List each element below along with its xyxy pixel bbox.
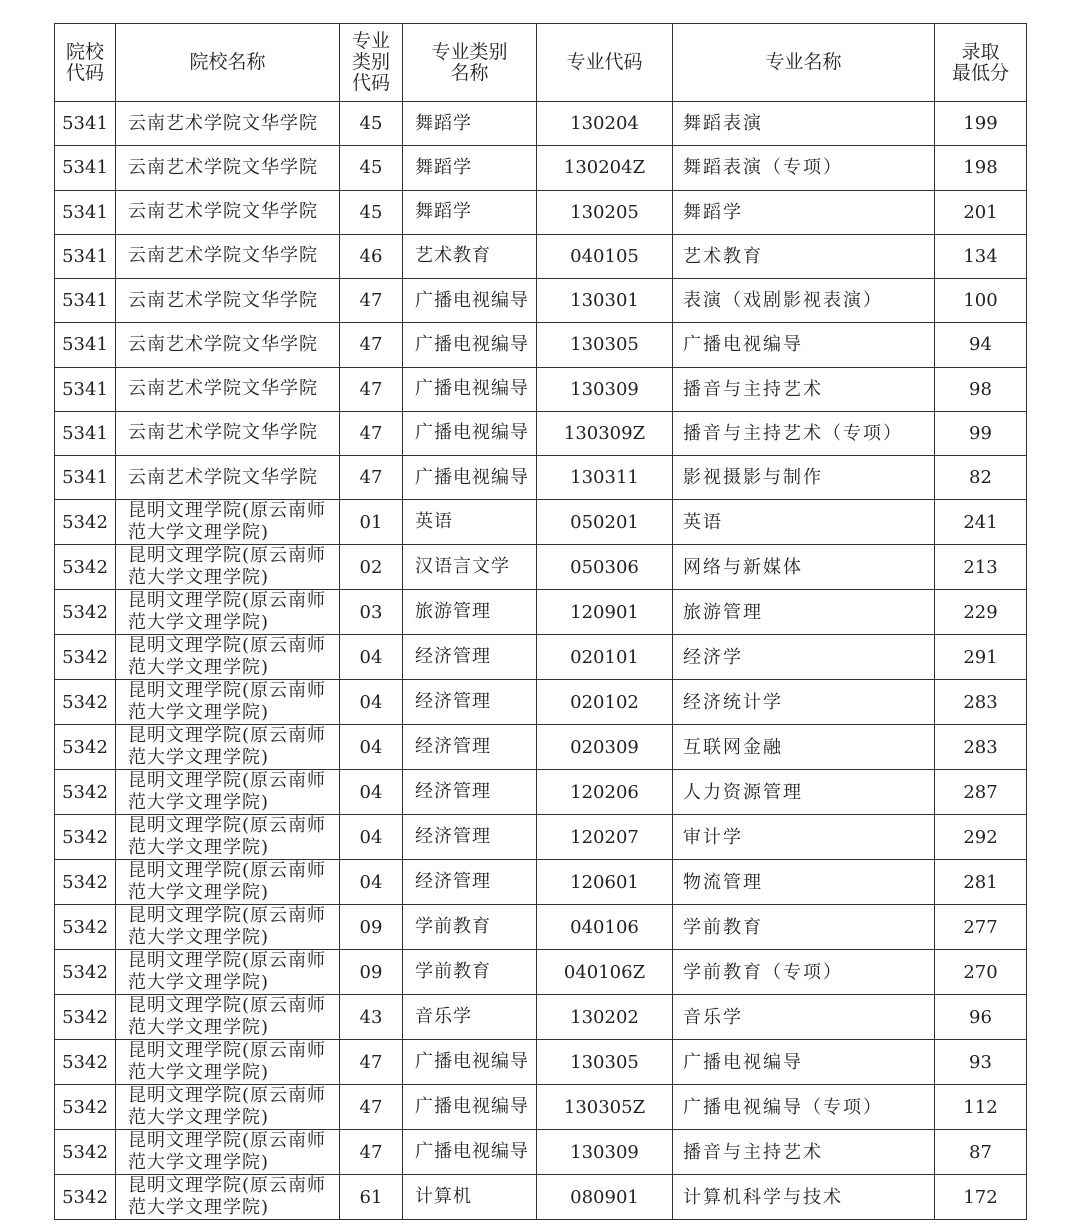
category-code-cell: 01 bbox=[340, 500, 403, 545]
category-name-cell bbox=[403, 950, 537, 995]
major-code-cell: 040105 bbox=[537, 234, 673, 278]
category-name-cell-text: 经济管理 bbox=[415, 736, 491, 758]
category-name-cell-text: 计算机 bbox=[415, 1186, 472, 1208]
category-name-cell-text: 学前教育 bbox=[415, 961, 491, 983]
major-code-cell: 130305 bbox=[537, 323, 673, 367]
category-name-cell bbox=[403, 725, 537, 770]
category-name-cell bbox=[403, 1175, 537, 1220]
school-name-cell-text: 昆明文理学院(原云南师范大学文理学院) bbox=[128, 680, 327, 724]
major-name-cell: 舞蹈表演 bbox=[673, 102, 935, 146]
major-name-cell: 人力资源管理 bbox=[673, 770, 935, 815]
min-score-cell: 172 bbox=[935, 1175, 1027, 1220]
category-name-cell-text: 音乐学 bbox=[415, 1006, 472, 1028]
admission-score-table bbox=[54, 23, 1027, 1220]
major-code-cell: 130309 bbox=[537, 1130, 673, 1175]
category-code-cell: 47 bbox=[340, 411, 403, 455]
category-name-cell-text: 旅游管理 bbox=[415, 601, 491, 623]
min-score-cell: 98 bbox=[935, 367, 1027, 411]
school-name-cell-text: 云南艺术学院文华学院 bbox=[128, 466, 318, 488]
major-code-cell: 040106 bbox=[537, 905, 673, 950]
table-row bbox=[55, 680, 1027, 725]
school-name-cell-text: 昆明文理学院(原云南师范大学文理学院) bbox=[128, 1130, 327, 1174]
school-name-cell-text: 云南艺术学院文华学院 bbox=[128, 201, 318, 223]
category-name-cell bbox=[403, 590, 537, 635]
table-row bbox=[55, 411, 1027, 455]
category-name-cell bbox=[403, 411, 537, 455]
min-score-cell: 96 bbox=[935, 995, 1027, 1040]
school-code-cell: 5342 bbox=[55, 1040, 116, 1085]
school-code-cell: 5342 bbox=[55, 680, 116, 725]
category-name-cell bbox=[403, 234, 537, 278]
min-score-cell: 99 bbox=[935, 411, 1027, 455]
major-name-cell: 计算机科学与技术 bbox=[673, 1175, 935, 1220]
min-score-cell: 93 bbox=[935, 1040, 1027, 1085]
category-name-cell-text: 舞蹈学 bbox=[415, 156, 472, 178]
category-name-cell bbox=[403, 545, 537, 590]
category-code-cell: 04 bbox=[340, 860, 403, 905]
school-name-cell bbox=[116, 545, 340, 590]
school-name-cell bbox=[116, 323, 340, 367]
category-name-cell-text: 舞蹈学 bbox=[415, 112, 472, 134]
header-category-name: 专业类别 名称 bbox=[403, 24, 537, 102]
min-score-cell: 241 bbox=[935, 500, 1027, 545]
school-name-cell bbox=[116, 635, 340, 680]
school-name-cell bbox=[116, 815, 340, 860]
school-name-cell bbox=[116, 1130, 340, 1175]
school-code-cell: 5342 bbox=[55, 500, 116, 545]
category-code-cell: 04 bbox=[340, 725, 403, 770]
table-row bbox=[55, 279, 1027, 323]
school-code-cell: 5341 bbox=[55, 411, 116, 455]
category-name-cell bbox=[403, 995, 537, 1040]
major-code-cell: 050306 bbox=[537, 545, 673, 590]
category-name-cell-text: 汉语言文学 bbox=[415, 556, 510, 578]
table-row bbox=[55, 725, 1027, 770]
major-code-cell: 130204Z bbox=[537, 146, 673, 190]
table-body bbox=[55, 102, 1027, 1220]
school-name-cell-text: 昆明文理学院(原云南师范大学文理学院) bbox=[128, 1040, 327, 1084]
school-name-cell bbox=[116, 367, 340, 411]
header-school-code: 院校 代码 bbox=[55, 24, 116, 102]
school-name-cell-text: 昆明文理学院(原云南师范大学文理学院) bbox=[128, 770, 327, 814]
category-code-cell: 45 bbox=[340, 146, 403, 190]
major-code-cell: 120207 bbox=[537, 815, 673, 860]
major-name-cell: 学前教育（专项） bbox=[673, 950, 935, 995]
major-code-cell: 120206 bbox=[537, 770, 673, 815]
major-code-cell: 120601 bbox=[537, 860, 673, 905]
table-row bbox=[55, 323, 1027, 367]
major-name-cell: 网络与新媒体 bbox=[673, 545, 935, 590]
table-row bbox=[55, 905, 1027, 950]
major-name-cell: 舞蹈学 bbox=[673, 190, 935, 234]
school-name-cell bbox=[116, 411, 340, 455]
major-name-cell: 舞蹈表演（专项） bbox=[673, 146, 935, 190]
category-code-cell: 04 bbox=[340, 635, 403, 680]
header-min-score: 录取 最低分 bbox=[935, 24, 1027, 102]
major-code-cell: 020309 bbox=[537, 725, 673, 770]
major-code-cell: 080901 bbox=[537, 1175, 673, 1220]
category-name-cell bbox=[403, 1130, 537, 1175]
category-code-cell: 47 bbox=[340, 1130, 403, 1175]
category-name-cell-text: 学前教育 bbox=[415, 916, 491, 938]
major-code-cell: 130204 bbox=[537, 102, 673, 146]
table-row bbox=[55, 995, 1027, 1040]
min-score-cell: 82 bbox=[935, 456, 1027, 500]
major-name-cell: 互联网金融 bbox=[673, 725, 935, 770]
major-code-cell: 020101 bbox=[537, 635, 673, 680]
category-name-cell-text: 广播电视编导 bbox=[415, 378, 529, 400]
school-name-cell bbox=[116, 456, 340, 500]
min-score-cell: 199 bbox=[935, 102, 1027, 146]
major-name-cell: 经济统计学 bbox=[673, 680, 935, 725]
school-name-cell-text: 昆明文理学院(原云南师范大学文理学院) bbox=[128, 905, 327, 949]
category-code-cell: 03 bbox=[340, 590, 403, 635]
school-code-cell: 5341 bbox=[55, 367, 116, 411]
school-code-cell: 5342 bbox=[55, 860, 116, 905]
school-code-cell: 5342 bbox=[55, 725, 116, 770]
school-code-cell: 5341 bbox=[55, 102, 116, 146]
major-name-cell: 播音与主持艺术（专项） bbox=[673, 411, 935, 455]
category-code-cell: 47 bbox=[340, 1040, 403, 1085]
major-name-cell: 经济学 bbox=[673, 635, 935, 680]
major-code-cell: 130309Z bbox=[537, 411, 673, 455]
school-name-cell bbox=[116, 590, 340, 635]
major-name-cell: 表演（戏剧影视表演） bbox=[673, 279, 935, 323]
school-name-cell-text: 云南艺术学院文华学院 bbox=[128, 333, 318, 355]
school-name-cell-text: 云南艺术学院文华学院 bbox=[128, 112, 318, 134]
header-major-code: 专业代码 bbox=[537, 24, 673, 102]
school-code-cell: 5342 bbox=[55, 635, 116, 680]
table-row bbox=[55, 500, 1027, 545]
category-name-cell bbox=[403, 367, 537, 411]
major-name-cell: 广播电视编导 bbox=[673, 1040, 935, 1085]
school-code-cell: 5341 bbox=[55, 190, 116, 234]
category-name-cell-text: 英语 bbox=[415, 511, 453, 533]
major-code-cell: 020102 bbox=[537, 680, 673, 725]
category-name-cell-text: 广播电视编导 bbox=[415, 466, 529, 488]
major-name-cell: 艺术教育 bbox=[673, 234, 935, 278]
school-code-cell: 5342 bbox=[55, 545, 116, 590]
table-row bbox=[55, 1130, 1027, 1175]
category-code-cell: 09 bbox=[340, 905, 403, 950]
table-row bbox=[55, 146, 1027, 190]
school-code-cell: 5342 bbox=[55, 815, 116, 860]
school-name-cell-text: 昆明文理学院(原云南师范大学文理学院) bbox=[128, 815, 327, 859]
table-row bbox=[55, 770, 1027, 815]
category-name-cell bbox=[403, 146, 537, 190]
category-code-cell: 47 bbox=[340, 323, 403, 367]
school-name-cell-text: 云南艺术学院文华学院 bbox=[128, 289, 318, 311]
major-code-cell: 130301 bbox=[537, 279, 673, 323]
school-name-cell-text: 昆明文理学院(原云南师范大学文理学院) bbox=[128, 860, 327, 904]
min-score-cell: 213 bbox=[935, 545, 1027, 590]
major-code-cell: 130309 bbox=[537, 367, 673, 411]
min-score-cell: 283 bbox=[935, 680, 1027, 725]
school-code-cell: 5341 bbox=[55, 323, 116, 367]
category-name-cell-text: 艺术教育 bbox=[415, 245, 491, 267]
major-name-cell: 音乐学 bbox=[673, 995, 935, 1040]
school-name-cell-text: 云南艺术学院文华学院 bbox=[128, 422, 318, 444]
school-name-cell-text: 昆明文理学院(原云南师范大学文理学院) bbox=[128, 545, 327, 589]
school-code-cell: 5341 bbox=[55, 146, 116, 190]
table-row bbox=[55, 234, 1027, 278]
category-name-cell-text: 经济管理 bbox=[415, 781, 491, 803]
school-name-cell bbox=[116, 770, 340, 815]
table-row bbox=[55, 860, 1027, 905]
major-code-cell: 050201 bbox=[537, 500, 673, 545]
header-category-code: 专业 类别 代码 bbox=[340, 24, 403, 102]
school-name-cell bbox=[116, 500, 340, 545]
min-score-cell: 291 bbox=[935, 635, 1027, 680]
min-score-cell: 87 bbox=[935, 1130, 1027, 1175]
category-name-cell bbox=[403, 770, 537, 815]
table-row bbox=[55, 590, 1027, 635]
school-name-cell bbox=[116, 680, 340, 725]
school-code-cell: 5342 bbox=[55, 905, 116, 950]
table-row bbox=[55, 456, 1027, 500]
school-name-cell bbox=[116, 1085, 340, 1130]
min-score-cell: 277 bbox=[935, 905, 1027, 950]
category-name-cell-text: 广播电视编导 bbox=[415, 1096, 529, 1118]
table-row bbox=[55, 367, 1027, 411]
min-score-cell: 287 bbox=[935, 770, 1027, 815]
school-name-cell bbox=[116, 950, 340, 995]
major-name-cell: 英语 bbox=[673, 500, 935, 545]
table-row bbox=[55, 1175, 1027, 1220]
school-name-cell bbox=[116, 102, 340, 146]
major-code-cell: 130305Z bbox=[537, 1085, 673, 1130]
min-score-cell: 270 bbox=[935, 950, 1027, 995]
min-score-cell: 292 bbox=[935, 815, 1027, 860]
category-name-cell-text: 经济管理 bbox=[415, 826, 491, 848]
category-code-cell: 43 bbox=[340, 995, 403, 1040]
table-row bbox=[55, 815, 1027, 860]
category-name-cell bbox=[403, 500, 537, 545]
min-score-cell: 94 bbox=[935, 323, 1027, 367]
category-name-cell bbox=[403, 190, 537, 234]
major-code-cell: 130305 bbox=[537, 1040, 673, 1085]
major-code-cell: 040106Z bbox=[537, 950, 673, 995]
min-score-cell: 134 bbox=[935, 234, 1027, 278]
school-name-cell bbox=[116, 860, 340, 905]
category-code-cell: 45 bbox=[340, 102, 403, 146]
min-score-cell: 100 bbox=[935, 279, 1027, 323]
min-score-cell: 281 bbox=[935, 860, 1027, 905]
category-name-cell bbox=[403, 860, 537, 905]
category-name-cell bbox=[403, 1085, 537, 1130]
min-score-cell: 112 bbox=[935, 1085, 1027, 1130]
min-score-cell: 283 bbox=[935, 725, 1027, 770]
school-code-cell: 5342 bbox=[55, 590, 116, 635]
category-code-cell: 02 bbox=[340, 545, 403, 590]
school-name-cell-text: 昆明文理学院(原云南师范大学文理学院) bbox=[128, 500, 327, 544]
school-name-cell bbox=[116, 146, 340, 190]
major-code-cell: 130202 bbox=[537, 995, 673, 1040]
table-row bbox=[55, 102, 1027, 146]
category-name-cell-text: 广播电视编导 bbox=[415, 289, 529, 311]
min-score-cell: 229 bbox=[935, 590, 1027, 635]
category-code-cell: 46 bbox=[340, 234, 403, 278]
school-code-cell: 5342 bbox=[55, 950, 116, 995]
category-code-cell: 61 bbox=[340, 1175, 403, 1220]
header-school-name: 院校名称 bbox=[116, 24, 340, 102]
category-code-cell: 45 bbox=[340, 190, 403, 234]
school-code-cell: 5342 bbox=[55, 995, 116, 1040]
category-code-cell: 47 bbox=[340, 456, 403, 500]
school-code-cell: 5341 bbox=[55, 456, 116, 500]
min-score-cell: 198 bbox=[935, 146, 1027, 190]
school-name-cell bbox=[116, 725, 340, 770]
major-code-cell: 130205 bbox=[537, 190, 673, 234]
school-name-cell bbox=[116, 190, 340, 234]
major-name-cell: 播音与主持艺术 bbox=[673, 1130, 935, 1175]
table-row bbox=[55, 545, 1027, 590]
school-code-cell: 5341 bbox=[55, 234, 116, 278]
category-name-cell-text: 广播电视编导 bbox=[415, 1141, 529, 1163]
category-name-cell bbox=[403, 323, 537, 367]
category-code-cell: 47 bbox=[340, 1085, 403, 1130]
category-name-cell bbox=[403, 815, 537, 860]
school-name-cell-text: 云南艺术学院文华学院 bbox=[128, 156, 318, 178]
school-code-cell: 5342 bbox=[55, 1130, 116, 1175]
major-name-cell: 影视摄影与制作 bbox=[673, 456, 935, 500]
category-name-cell bbox=[403, 635, 537, 680]
major-name-cell: 广播电视编导（专项） bbox=[673, 1085, 935, 1130]
school-name-cell-text: 云南艺术学院文华学院 bbox=[128, 245, 318, 267]
major-name-cell: 广播电视编导 bbox=[673, 323, 935, 367]
major-code-cell: 130311 bbox=[537, 456, 673, 500]
category-name-cell-text: 舞蹈学 bbox=[415, 201, 472, 223]
major-name-cell: 学前教育 bbox=[673, 905, 935, 950]
major-name-cell: 旅游管理 bbox=[673, 590, 935, 635]
category-name-cell-text: 广播电视编导 bbox=[415, 422, 529, 444]
school-name-cell-text: 云南艺术学院文华学院 bbox=[128, 378, 318, 400]
school-name-cell bbox=[116, 995, 340, 1040]
category-name-cell-text: 经济管理 bbox=[415, 691, 491, 713]
major-name-cell: 物流管理 bbox=[673, 860, 935, 905]
school-name-cell bbox=[116, 905, 340, 950]
table-row bbox=[55, 190, 1027, 234]
category-name-cell bbox=[403, 1040, 537, 1085]
table-row bbox=[55, 635, 1027, 680]
school-name-cell-text: 昆明文理学院(原云南师范大学文理学院) bbox=[128, 1175, 327, 1219]
category-name-cell-text: 经济管理 bbox=[415, 646, 491, 668]
header-major-name: 专业名称 bbox=[673, 24, 935, 102]
table-row bbox=[55, 1040, 1027, 1085]
category-name-cell bbox=[403, 680, 537, 725]
school-name-cell-text: 昆明文理学院(原云南师范大学文理学院) bbox=[128, 635, 327, 679]
category-code-cell: 09 bbox=[340, 950, 403, 995]
category-name-cell bbox=[403, 279, 537, 323]
category-name-cell-text: 广播电视编导 bbox=[415, 1051, 529, 1073]
category-name-cell bbox=[403, 905, 537, 950]
school-name-cell-text: 昆明文理学院(原云南师范大学文理学院) bbox=[128, 995, 327, 1039]
school-name-cell-text: 昆明文理学院(原云南师范大学文理学院) bbox=[128, 725, 327, 769]
table-row bbox=[55, 1085, 1027, 1130]
major-name-cell: 播音与主持艺术 bbox=[673, 367, 935, 411]
category-name-cell bbox=[403, 456, 537, 500]
school-name-cell-text: 昆明文理学院(原云南师范大学文理学院) bbox=[128, 1085, 327, 1129]
school-name-cell-text: 昆明文理学院(原云南师范大学文理学院) bbox=[128, 950, 327, 994]
school-code-cell: 5342 bbox=[55, 1175, 116, 1220]
category-code-cell: 47 bbox=[340, 279, 403, 323]
major-name-cell: 审计学 bbox=[673, 815, 935, 860]
school-code-cell: 5341 bbox=[55, 279, 116, 323]
school-code-cell: 5342 bbox=[55, 1085, 116, 1130]
table-row bbox=[55, 950, 1027, 995]
school-code-cell: 5342 bbox=[55, 770, 116, 815]
category-code-cell: 04 bbox=[340, 815, 403, 860]
school-name-cell bbox=[116, 279, 340, 323]
school-name-cell bbox=[116, 1175, 340, 1220]
school-name-cell bbox=[116, 234, 340, 278]
category-code-cell: 04 bbox=[340, 770, 403, 815]
major-code-cell: 120901 bbox=[537, 590, 673, 635]
school-name-cell-text: 昆明文理学院(原云南师范大学文理学院) bbox=[128, 590, 327, 634]
category-code-cell: 47 bbox=[340, 367, 403, 411]
category-code-cell: 04 bbox=[340, 680, 403, 725]
table-header-row bbox=[55, 24, 1027, 102]
category-name-cell-text: 经济管理 bbox=[415, 871, 491, 893]
min-score-cell: 201 bbox=[935, 190, 1027, 234]
category-name-cell-text: 广播电视编导 bbox=[415, 333, 529, 355]
school-name-cell bbox=[116, 1040, 340, 1085]
category-name-cell bbox=[403, 102, 537, 146]
